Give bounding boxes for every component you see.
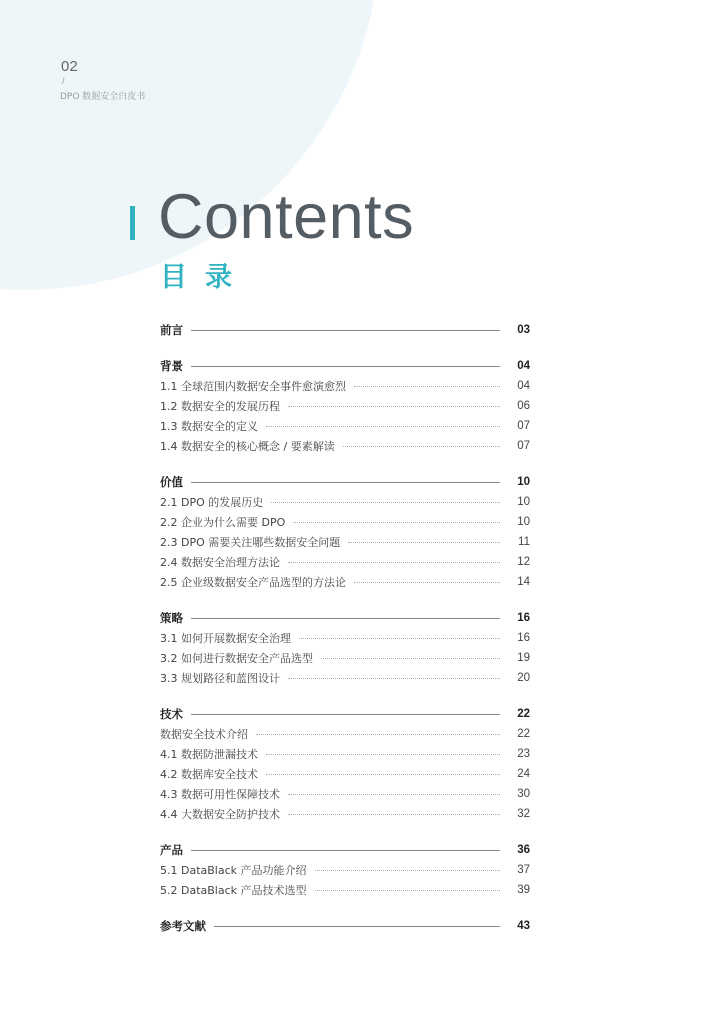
toc-entry-page: 10: [517, 516, 530, 528]
toc-entry-title: 3.1 如何开展数据安全治理: [160, 632, 291, 645]
toc-entry-title: 1.3 数据安全的定义: [160, 420, 258, 433]
toc-entry-page: 39: [517, 884, 530, 896]
toc-section: [160, 356, 530, 456]
toc-entry-title: 4.3 数据可用性保障技术: [160, 788, 280, 801]
toc-entry-title: 2.3 DPO 需要关注哪些数据安全问题: [160, 536, 341, 549]
toc-entry-title: 1.4 数据安全的核心概念 / 要素解读: [160, 440, 335, 453]
toc-entry-title: 数据安全技术介绍: [160, 728, 248, 741]
toc-entry-page: 07: [517, 420, 530, 432]
toc-entry[interactable]: [160, 668, 530, 688]
leader-line: [191, 482, 500, 483]
toc-entry-title: 1.1 全球范围内数据安全事件愈演愈烈: [160, 380, 346, 393]
toc-section-page: 10: [517, 476, 530, 488]
dotted-leader: [288, 678, 500, 679]
dotted-leader: [271, 502, 500, 503]
toc-section-heading[interactable]: [160, 320, 530, 340]
toc-entry-page: 23: [517, 748, 530, 760]
toc-entry[interactable]: [160, 512, 530, 532]
toc-entry-title: 5.1 DataBlack 产品功能介绍: [160, 864, 307, 877]
dotted-leader: [293, 522, 500, 523]
toc-entry[interactable]: [160, 436, 530, 456]
toc-entry-page: 06: [517, 400, 530, 412]
dotted-leader: [348, 542, 500, 543]
toc-section-title: 策略: [160, 611, 183, 625]
dotted-leader: [266, 774, 500, 775]
toc-entry-title: 2.1 DPO 的发展历史: [160, 496, 264, 509]
toc-entry-page: 22: [517, 728, 530, 740]
dotted-leader: [321, 658, 500, 659]
toc-section-page: 03: [517, 324, 530, 336]
toc-entry-page: 11: [518, 536, 530, 548]
toc-section: [160, 472, 530, 592]
section-gap: [160, 900, 530, 916]
toc-section-title: 价值: [160, 475, 183, 489]
toc-entry-page: 04: [517, 380, 530, 392]
dotted-leader: [288, 794, 500, 795]
section-gap: [160, 592, 530, 608]
toc-entry[interactable]: [160, 532, 530, 552]
toc-entry[interactable]: [160, 880, 530, 900]
toc-entry[interactable]: [160, 396, 530, 416]
toc-entry-page: 24: [517, 768, 530, 780]
toc-section: [160, 916, 530, 936]
toc-entry-page: 16: [517, 632, 530, 644]
toc-entry[interactable]: [160, 648, 530, 668]
toc-entry-title: 3.3 规划路径和蓝图设计: [160, 672, 280, 685]
toc-entry[interactable]: [160, 724, 530, 744]
leader-line: [191, 850, 500, 851]
table-of-contents: [160, 320, 530, 936]
leader-line: [191, 714, 500, 715]
toc-entry[interactable]: [160, 572, 530, 592]
toc-entry[interactable]: [160, 764, 530, 784]
toc-entry-page: 37: [517, 864, 530, 876]
toc-entry[interactable]: [160, 744, 530, 764]
toc-section: [160, 320, 530, 340]
toc-section-heading[interactable]: [160, 608, 530, 628]
contents-title-chinese: 目录: [160, 262, 250, 293]
dotted-leader: [288, 406, 500, 407]
toc-entry-title: 2.4 数据安全治理方法论: [160, 556, 280, 569]
toc-entry[interactable]: [160, 784, 530, 804]
toc-entry[interactable]: [160, 416, 530, 436]
toc-entry[interactable]: [160, 804, 530, 824]
section-gap: [160, 340, 530, 356]
leader-line: [191, 366, 500, 367]
toc-section-page: 22: [517, 708, 530, 720]
header-separator: /: [62, 76, 65, 86]
toc-section-heading[interactable]: [160, 840, 530, 860]
section-gap: [160, 456, 530, 472]
toc-entry[interactable]: [160, 376, 530, 396]
toc-entry[interactable]: [160, 628, 530, 648]
toc-section: [160, 840, 530, 900]
dotted-leader: [354, 582, 500, 583]
toc-section-title: 技术: [160, 707, 183, 721]
dotted-leader: [266, 426, 500, 427]
toc-entry-title: 5.2 DataBlack 产品技术选型: [160, 884, 307, 897]
dotted-leader: [343, 446, 500, 447]
leader-line: [214, 926, 500, 927]
toc-section-heading[interactable]: [160, 356, 530, 376]
toc-entry[interactable]: [160, 492, 530, 512]
leader-line: [191, 618, 500, 619]
toc-entry-page: 14: [517, 576, 530, 588]
section-gap: [160, 824, 530, 840]
dotted-leader: [288, 814, 500, 815]
dotted-leader: [354, 386, 500, 387]
contents-title: Contents: [158, 182, 415, 252]
dotted-leader: [266, 754, 500, 755]
toc-section-page: 16: [517, 612, 530, 624]
dotted-leader: [256, 734, 500, 735]
toc-section-heading[interactable]: [160, 472, 530, 492]
toc-entry-title: 3.2 如何进行数据安全产品选型: [160, 652, 313, 665]
toc-section: [160, 704, 530, 824]
title-accent-bar: [130, 206, 135, 240]
toc-section-heading[interactable]: [160, 916, 530, 936]
toc-entry[interactable]: [160, 552, 530, 572]
toc-entry-title: 2.2 企业为什么需要 DPO: [160, 516, 286, 529]
toc-entry-page: 32: [517, 808, 530, 820]
toc-section-page: 36: [517, 844, 530, 856]
toc-section-heading[interactable]: [160, 704, 530, 724]
toc-section-title: 参考文献: [160, 919, 206, 933]
section-gap: [160, 688, 530, 704]
toc-entry-title: 2.5 企业级数据安全产品选型的方法论: [160, 576, 346, 589]
toc-section-page: 43: [517, 920, 530, 932]
document-title: DPO 数据安全白皮书: [60, 92, 146, 102]
toc-entry-page: 19: [517, 652, 530, 664]
dotted-leader: [315, 870, 500, 871]
toc-entry-page: 07: [517, 440, 530, 452]
toc-entry-page: 20: [517, 672, 530, 684]
toc-entry-page: 10: [517, 496, 530, 508]
toc-entry-title: 4.1 数据防泄漏技术: [160, 748, 258, 761]
dotted-leader: [315, 890, 500, 891]
dotted-leader: [288, 562, 500, 563]
toc-entry-page: 12: [517, 556, 530, 568]
toc-entry[interactable]: [160, 860, 530, 880]
toc-section-title: 背景: [160, 359, 183, 373]
page-number: 02: [61, 58, 78, 75]
toc-section-title: 前言: [160, 323, 183, 337]
toc-entry-title: 4.2 数据库安全技术: [160, 768, 258, 781]
toc-section: [160, 608, 530, 688]
toc-entry-page: 30: [517, 788, 530, 800]
toc-entry-title: 1.2 数据安全的发展历程: [160, 400, 280, 413]
dotted-leader: [299, 638, 500, 639]
toc-section-page: 04: [517, 360, 530, 372]
toc-section-title: 产品: [160, 843, 183, 857]
toc-entry-title: 4.4 大数据安全防护技术: [160, 808, 280, 821]
leader-line: [191, 330, 500, 331]
